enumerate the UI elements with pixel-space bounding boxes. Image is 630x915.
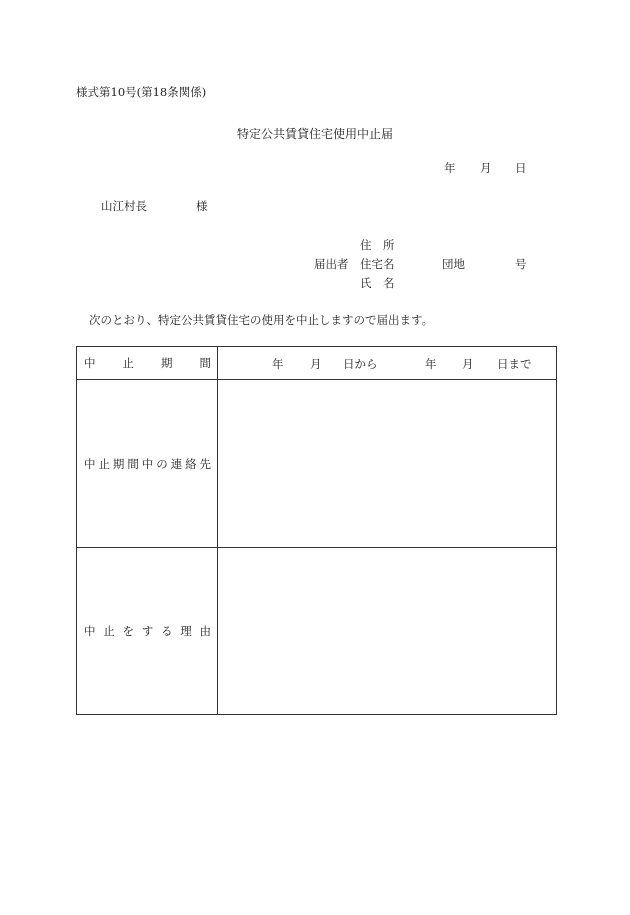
address-label: 住 所 — [360, 238, 395, 252]
label-char: 間 — [199, 356, 211, 370]
from-year-label: 年 — [272, 357, 284, 371]
reason-label-cell — [77, 548, 218, 715]
form-title: 特定公共賃貸住宅使用中止届 — [236, 127, 393, 141]
label-char: 止 — [122, 356, 134, 370]
label-char: 期 — [161, 356, 173, 370]
form-table — [76, 346, 557, 715]
date-month-label: 月 — [480, 161, 492, 175]
label-char: 中 — [84, 624, 96, 638]
label-char: を — [122, 624, 134, 638]
contact-label-cell — [77, 380, 218, 548]
from-day-label: 日から — [343, 357, 378, 371]
label-char: 中 — [84, 356, 96, 370]
to-month-label: 月 — [462, 357, 474, 371]
date-year-label: 年 — [444, 161, 456, 175]
label-char: 中 — [84, 456, 96, 471]
complex-label: 団地 — [442, 257, 465, 271]
label-char: す — [141, 624, 154, 638]
form-number: 様式第10号(第18条関係) — [76, 85, 207, 99]
label-char: 止 — [103, 624, 115, 638]
intro-text: 次のとおり、特定公共賃貸住宅の使用を中止しますので届出ます。 — [89, 313, 434, 327]
table-row-reason — [77, 548, 557, 715]
label-char: 由 — [199, 624, 211, 638]
reason-value-cell[interactable] — [218, 548, 557, 715]
date-day-label: 日 — [515, 161, 527, 175]
label-char: 止 — [98, 456, 110, 471]
table-row-period — [77, 347, 557, 380]
label-char: 期 — [112, 456, 125, 471]
label-char: 絡 — [185, 456, 197, 471]
period-value-cell[interactable] — [218, 347, 557, 380]
residence-label: 住宅名 — [360, 257, 395, 271]
name-label: 氏 名 — [360, 276, 395, 290]
period-label-cell — [77, 347, 218, 380]
unit-number-label: 号 — [515, 257, 527, 271]
label-char: 連 — [170, 456, 183, 471]
label-char: る — [161, 624, 173, 638]
from-month-label: 月 — [310, 357, 322, 371]
label-char: 中 — [141, 456, 154, 471]
addressee-name: 山江村長 — [101, 199, 147, 213]
contact-value-cell[interactable] — [218, 380, 557, 548]
to-year-label: 年 — [425, 357, 437, 371]
addressee-honorific: 様 — [196, 199, 208, 213]
label-char: 先 — [199, 456, 211, 471]
applicant-label: 届出者 — [314, 257, 349, 271]
to-day-label: 日まで — [497, 357, 532, 371]
label-char: の — [156, 456, 168, 471]
label-char: 間 — [127, 456, 139, 471]
label-char: 理 — [180, 624, 192, 638]
table-row-contact — [77, 380, 557, 548]
